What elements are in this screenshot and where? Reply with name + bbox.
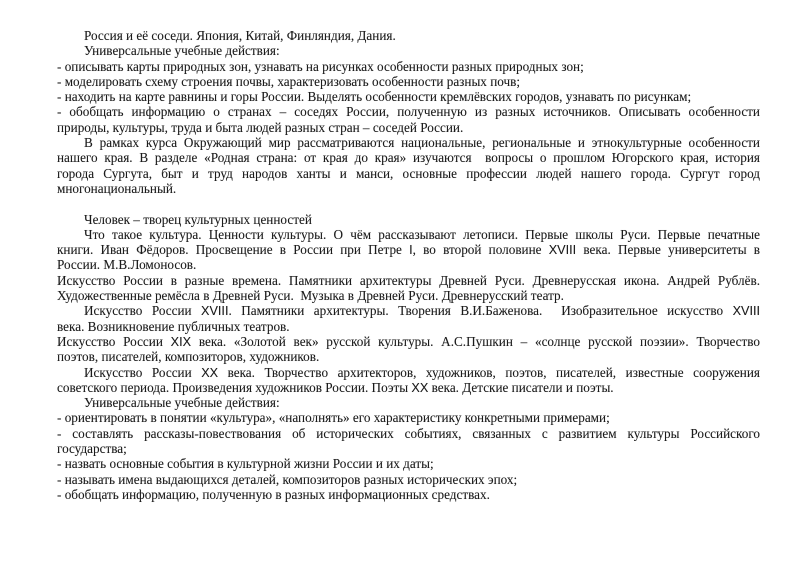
roman-numeral: XVIII (201, 304, 229, 319)
roman-numeral: XVIII (548, 243, 577, 258)
text-line: века. Возникновение публичных театров. (57, 318, 290, 334)
text-line: поэтов, писателей, композиторов, художников. (57, 349, 320, 365)
roman-numeral: I (409, 243, 413, 258)
text-line: - моделировать схему строения почвы, характеризовать особенности разных почв; (57, 73, 521, 89)
blank-line (57, 196, 760, 211)
text-line: Искусство России XX века. Творчество архитекторов, художников, поэтов, писателей, известные сооружения (84, 364, 760, 380)
text-line: природы, культуры, труда и быта людей разных стран – соседей России. (57, 119, 464, 135)
text-line: Художественные ремёсла в Древней Руси. Музыка в Древней Руси. Древнерусский театр. (57, 288, 564, 304)
text-line: Универсальные учебные действия: (84, 43, 280, 59)
text-line: - ориентировать в понятии «культура», «наполнять» его характеристику конкретными примерами; (57, 410, 610, 426)
text-line: - находить на карте равнины и горы России. Выделять особенности кремлёвских городов, узнавать по рисункам; (57, 89, 692, 105)
document-text-block (57, 28, 760, 502)
text-line: многонациональный. (57, 180, 177, 196)
text-line: - описывать карты природных зон, узнавать на рисунках особенности разных природных зон; (57, 58, 584, 74)
text-line: Искусство России XIX века. «Золотой век» русской культуры. А.С.Пушкин – «солнце русской поэзии». Творчество (57, 333, 760, 349)
text-line: государства; (57, 441, 127, 457)
text-line: нашего края. В разделе «Родная страна: от края до края» изучаются вопросы о прошлом Югорского края, история (57, 150, 760, 166)
text-line: Искусство России в разные времена. Памятники архитектуры Древней Руси. Древнерусская икона. Андрей Рублёв. (57, 272, 760, 288)
text-line: - называть имена выдающихся деталей, композиторов разных исторических эпох; (57, 471, 518, 487)
text-line: города Сургута, быт и труд народов ханты и манси, основные профессии людей нашего города. Сургут город (57, 165, 760, 181)
text-line: Человек – творец культурных ценностей (84, 211, 312, 227)
text-line: книги. Иван Фёдоров. Просвещение в России при Петре I, во второй половине XVIII века. Первые университеты в (57, 242, 760, 258)
text-line: Что такое культура. Ценности культуры. О чём рассказывают летописи. Первые школы Руси. Первые печатные (84, 226, 760, 242)
roman-numeral: XVIII (732, 304, 760, 319)
text-line: - обобщать информацию, полученную в разных информационных средствах. (57, 486, 490, 502)
text-line: Искусство России XVIII. Памятники архитектуры. Творения В.И.Баженова. Изобразительное искусство XVIII (84, 303, 760, 319)
text-line: советского периода. Произведения художников России. Поэты XX века. Детские писатели и поэты. (57, 379, 614, 395)
text-line: Россия и её соседи. Япония, Китай, Финляндия, Дания. (84, 28, 396, 43)
roman-numeral: XX (201, 365, 219, 380)
text-line: - назвать основные события в культурной жизни России и их даты; (57, 456, 434, 472)
text-line: России. М.В.Ломоносов. (57, 257, 197, 273)
text-line: Универсальные учебные действия: (84, 395, 280, 411)
text-line: - обобщать информацию о странах – соседях России, полученную из разных источников. Описывать особенности (57, 104, 760, 120)
text-line: В рамках курса Окружающий мир рассматриваются национальные, региональные и этнокультурные особенности (84, 135, 760, 151)
text-line: - составлять рассказы-повествования об исторических событиях, связанных с развитием культуры Российского (57, 425, 760, 441)
roman-numeral: XIX (170, 334, 192, 349)
roman-numeral: XX (411, 380, 429, 395)
